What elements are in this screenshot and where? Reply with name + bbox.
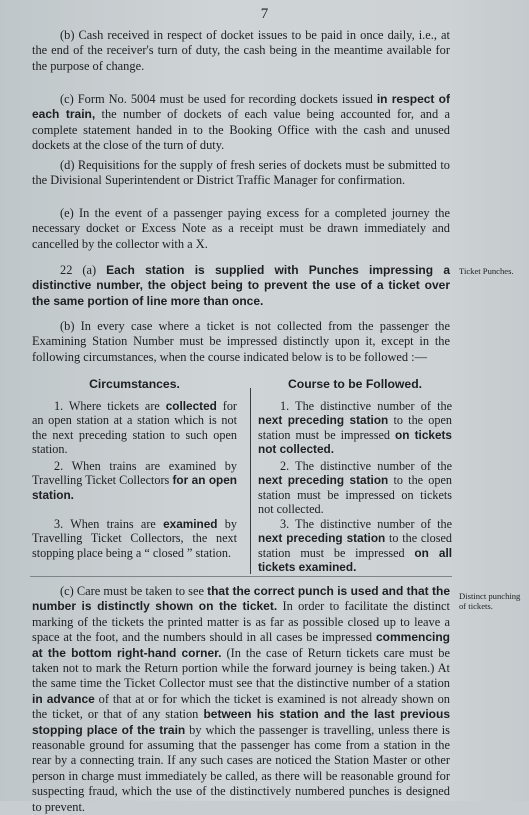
paragraph-correct-punch [32, 584, 450, 815]
course1-mid: to the open station must be impressed [258, 413, 452, 442]
course1-text: 1. The distinctive number of the [280, 399, 452, 413]
circ3-text: 3. When trains are [54, 517, 164, 531]
page-number: 7 [260, 6, 269, 22]
form-text-2: the number of dockets of each value being accounted for, and a complete statement handed in to the Booking Office with the cash and unused dockets at the close of the turn of duty. [32, 107, 450, 153]
course-3 [258, 517, 452, 574]
course3-mid: to the closed station must be impressed [258, 531, 452, 560]
course3-bold: next preceding station [258, 531, 386, 546]
clause-number-22a: 22 (a) [60, 263, 107, 277]
course2-rest: to the open station must be impressed on tickets not collected. [258, 473, 452, 516]
care-bold-2: commencing at the bottom right-hand corner. [32, 630, 450, 660]
care-bold-3: in advance [32, 691, 95, 706]
circumstance-3 [32, 517, 237, 560]
care-bold-1: that the correct punch is used and that the number is distinctly shown on the ticket. [32, 584, 450, 614]
care-bold-4: between his station and the last previous stopping place of the train [32, 707, 451, 737]
course1-bold: next preceding station [258, 413, 389, 428]
punches-bold-text: Each station is supplied with Punches impressing a distinctive number, the object being to prevent the use of a ticket over the same portion of line more than once. [32, 263, 450, 308]
table-bottom-rule [30, 576, 452, 577]
paragraph-cash-docket: (b) Cash received in respect of docket issues to be paid in once daily, i.e., at the end of the receiver's turn of duty, the cash being in the meantime available for the purpose of change. [32, 28, 450, 73]
form-text-1: (c) Form No. 5004 must be used for recording dockets issued [60, 92, 377, 106]
paragraph-22a-punches [32, 263, 450, 309]
paragraph-every-case: (b) In every case where a ticket is not collected from the passenger the Examining Station Number must be impressed distinctly upon it, except in the following circumstances, when the course indicated below is to be followed :— [32, 319, 450, 364]
course-2 [258, 459, 452, 516]
course3-bold-end: on all tickets examined. [258, 545, 453, 574]
course3-text: 3. The distinctive number of the [280, 517, 452, 531]
circ2-text: 2. When trains are examined by Travelling Ticket Collectors [32, 459, 237, 488]
care-text-2: In order to facilitate the distinct marking of the tickets the printed matter is as far as possible closed up to leave a space at the foot, and the numbers should in all cases be impressed [32, 599, 450, 645]
circ3-rest: by Travelling Ticket Collectors, the next stopping place being a “ closed ” station. [32, 517, 237, 560]
circ1-rest: for an open station at a station which is not the next preceding station to such open station. [32, 399, 237, 456]
circ1-bold: collected [165, 399, 217, 413]
form-bold-train: in respect of each train, [32, 92, 450, 122]
course2-text: 2. The distinctive number of the [280, 459, 452, 473]
care-text-4: of that at or for which the ticket is examined is not already shown on the ticket, or that of any station [32, 691, 451, 722]
side-note-distinct-punching: Distinct punching of tickets. [459, 591, 521, 611]
circ2-bold: for an open station. [32, 473, 237, 502]
header-course: Course to be Followed. [287, 377, 423, 391]
paragraph-form-5004 [32, 92, 450, 154]
paragraph-excess: (e) In the event of a passenger paying excess for a completed journey the necessary docket or Excess Note as a receipt must be drawn immediately and cancelled by the collector with a X. [32, 206, 450, 251]
circumstance-2 [32, 459, 237, 502]
course1-bold-end: on tickets not collected. [258, 427, 452, 456]
side-note-ticket-punches: Ticket Punches. [459, 266, 514, 276]
course-1 [258, 399, 452, 456]
circ1-text: 1. Where tickets are [54, 399, 166, 413]
course2-bold: next preceding station [258, 473, 389, 488]
circ3-bold: examined [163, 517, 218, 531]
header-circumstances: Circumstances. [89, 377, 180, 391]
table-column-divider [250, 388, 251, 574]
care-text-1: (c) Care must be taken to see [60, 584, 208, 598]
paragraph-requisitions: (d) Requisitions for the supply of fresh series of dockets must be submitted to the Divisional Superintendent or District Traffic Manager for confirmation. [32, 158, 450, 188]
care-text-3: (In the case of Return tickets care must be taken not to mark the Return portion while the forward journey is being taken.) At the same time the Ticket Collector must see that the distinctive number of a station [32, 645, 451, 691]
circumstance-1 [32, 399, 237, 456]
care-text-5: by which the passenger is travelling, unless there is reasonable ground for assuming that the passenger has come from a station in the rear by a connecting train. If any such cases are noticed the Station Master or other person in charge must immediately be called, as there will be reasonable ground for suspecting fraud, which the use of the distinctively numbered punches is designed to prevent. [32, 722, 450, 814]
